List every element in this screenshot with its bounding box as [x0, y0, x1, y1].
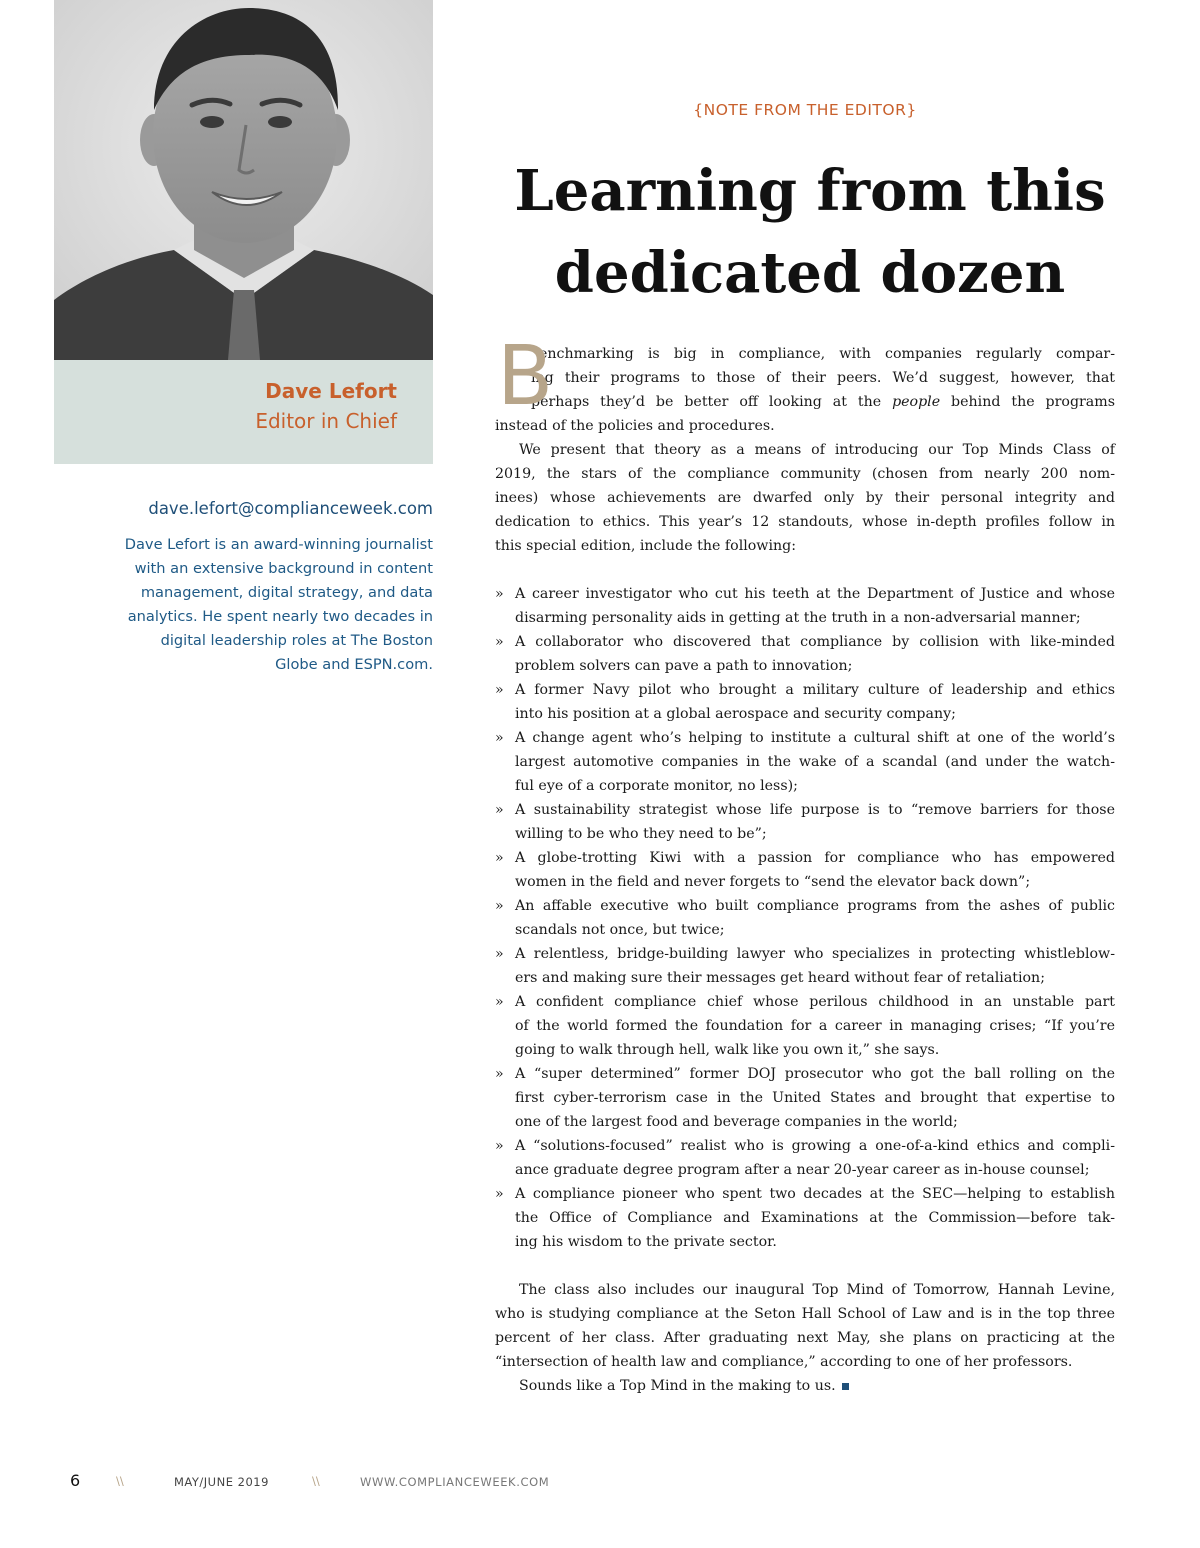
honoree-list — [495, 582, 1115, 1254]
list-item — [495, 990, 1115, 1062]
footer-separator: \\ — [312, 1474, 320, 1488]
list-item-line: A relentless, bridge-building lawyer who specializes in protecting whistleblow- — [515, 946, 1115, 962]
closing-paragraph — [495, 1278, 1115, 1398]
list-item-line: ing his wisdom to the private sector. — [515, 1234, 777, 1250]
intro-paragraph — [495, 329, 1115, 438]
list-item-line: A former Navy pilot who brought a military culture of leadership and ethics — [515, 682, 1115, 698]
list-item-line: willing to be who they need to be”; — [515, 826, 767, 842]
text-span: behind the programs — [940, 394, 1115, 410]
text-line: percent of her class. After graduating next May, she plans on practicing at the — [495, 1330, 1115, 1346]
bullet-chevron-icon: » — [495, 898, 504, 914]
author-bio — [54, 533, 433, 677]
author-name-box — [54, 360, 433, 464]
list-item-line: going to walk through hell, walk like you own it,” she says. — [515, 1042, 940, 1058]
text-line: The class also includes our inaugural Top Mind of Tomorrow, Hannah Levine, — [519, 1282, 1115, 1298]
list-item-line: ful eye of a corporate monitor, no less); — [515, 778, 798, 794]
list-item-line: An affable executive who built compliance programs from the ashes of public — [515, 898, 1115, 914]
list-item — [495, 726, 1115, 798]
list-item-line: A change agent who’s helping to institute a cultural shift at one of the world’s — [515, 730, 1115, 746]
list-item-line: A compliance pioneer who spent two decades at the SEC—helping to establish — [515, 1186, 1115, 1202]
section-kicker: {NOTE FROM THE EDITOR} — [693, 101, 917, 119]
list-item — [495, 678, 1115, 726]
headline-line: dedicated dozen — [554, 240, 1066, 306]
text-line: inees) whose achievements are dwarfed only by their personal integrity and — [495, 490, 1115, 506]
text-line: dedication to ethics. This year’s 12 standouts, whose in-depth profiles follow in — [495, 514, 1115, 530]
author-name: Dave Lefort — [265, 379, 397, 403]
headline-line: Learning from this — [514, 158, 1106, 224]
list-item-line: one of the largest food and beverage companies in the world; — [515, 1114, 958, 1130]
article-body — [495, 329, 1115, 1398]
list-item-line: largest automotive companies in the wake of a scandal (and under the watch- — [515, 754, 1115, 770]
list-item-line: women in the field and never forgets to “send the elevator back down”; — [515, 874, 1031, 890]
bio-line: management, digital strategy, and data — [140, 584, 433, 601]
closing-text: Sounds like a Top Mind in the making to us. — [519, 1378, 836, 1394]
bullet-chevron-icon: » — [495, 946, 504, 962]
list-item — [495, 582, 1115, 630]
list-item-line: A globe-trotting Kiwi with a passion for compliance who has empowered — [515, 850, 1115, 866]
list-item-line: A “solutions-focused” realist who is growing a one-of-a-kind ethics and compli- — [515, 1138, 1115, 1154]
bio-line: digital leadership roles at The Boston — [160, 632, 433, 649]
drop-cap: B — [497, 329, 554, 424]
article-headline — [470, 150, 1150, 314]
text-line: this special edition, include the following: — [495, 538, 796, 554]
list-item-line: scandals not once, but twice; — [515, 922, 725, 938]
bio-line: Globe and ESPN.com. — [275, 656, 433, 673]
second-paragraph — [495, 438, 1115, 558]
text-line: 2019, the stars of the compliance community (chosen from nearly 200 nom- — [495, 466, 1115, 482]
list-item-line: the Office of Compliance and Examinations at the Commission—before tak- — [515, 1210, 1115, 1226]
list-item-line: of the world formed the foundation for a career in managing crises; “If you’re — [515, 1018, 1115, 1034]
page-number: 6 — [70, 1471, 81, 1490]
bullet-chevron-icon: » — [495, 1138, 504, 1154]
list-item-line: A confident compliance chief whose perilous childhood in an unstable part — [515, 994, 1115, 1010]
list-item-line: ance graduate degree program after a near 20-year career as in-house counsel; — [515, 1162, 1090, 1178]
website-link[interactable]: WWW.COMPLIANCEWEEK.COM — [360, 1475, 550, 1489]
bio-line: Dave Lefort is an award-winning journalist — [124, 536, 433, 553]
text-span: perhaps they’d be better off looking at the — [531, 394, 893, 410]
list-item — [495, 942, 1115, 990]
portrait-illustration — [54, 0, 433, 360]
list-item — [495, 798, 1115, 846]
author-photo — [54, 0, 433, 360]
list-item — [495, 1134, 1115, 1182]
list-item-line: into his position at a global aerospace and security company; — [515, 706, 956, 722]
list-item-line: ers and making sure their messages get heard without fear of retaliation; — [515, 970, 1045, 986]
closing-line — [495, 1374, 1115, 1398]
text-line: who is studying compliance at the Seton Hall School of Law and is in the top three — [495, 1306, 1115, 1322]
end-mark-icon — [842, 1383, 849, 1390]
text-line-with-emphasis — [495, 390, 1115, 414]
bullet-chevron-icon: » — [495, 586, 504, 602]
bullet-chevron-icon: » — [495, 634, 504, 650]
bullet-chevron-icon: » — [495, 802, 504, 818]
list-item-line: A “super determined” former DOJ prosecutor who got the ball rolling on the — [515, 1066, 1115, 1082]
bullet-chevron-icon: » — [495, 1066, 504, 1082]
list-item-line: A sustainability strategist whose life purpose is to “remove barriers for those — [515, 802, 1115, 818]
bullet-chevron-icon: » — [495, 1186, 504, 1202]
list-item — [495, 894, 1115, 942]
bullet-chevron-icon: » — [495, 994, 504, 1010]
list-item — [495, 1182, 1115, 1254]
list-item — [495, 630, 1115, 678]
bio-line: with an extensive background in content — [134, 560, 433, 577]
list-item-line: problem solvers can pave a path to innovation; — [515, 658, 853, 674]
bullet-chevron-icon: » — [495, 730, 504, 746]
list-item — [495, 846, 1115, 894]
author-email-link[interactable]: dave.lefort@complianceweek.com — [148, 499, 433, 518]
emphasis-text: people — [892, 394, 941, 410]
list-item — [495, 1062, 1115, 1134]
author-role: Editor in Chief — [255, 409, 397, 433]
text-line: ing their programs to those of their peers. We’d suggest, however, that — [531, 370, 1115, 386]
bullet-chevron-icon: » — [495, 682, 504, 698]
issue-date: MAY/JUNE 2019 — [174, 1475, 269, 1489]
text-line: instead of the policies and procedures. — [495, 418, 775, 434]
list-item-line: first cyber-terrorism case in the United States and brought that expertise to — [515, 1090, 1115, 1106]
bio-line: analytics. He spent nearly two decades in — [127, 608, 433, 625]
footer-separator: \\ — [116, 1474, 124, 1488]
list-item-line: A career investigator who cut his teeth at the Department of Justice and whose — [515, 586, 1115, 602]
list-item-line: disarming personality aids in getting at the truth in a non-adversarial manner; — [515, 610, 1081, 626]
text-line: enchmarking is big in compliance, with companies regularly compar- — [539, 346, 1115, 362]
list-item-line: A collaborator who discovered that compliance by collision with like-minded — [515, 634, 1115, 650]
bullet-chevron-icon: » — [495, 850, 504, 866]
text-line: “intersection of health law and compliance,” according to one of her professors. — [495, 1354, 1073, 1370]
text-line: We present that theory as a means of introducing our Top Minds Class of — [519, 442, 1115, 458]
